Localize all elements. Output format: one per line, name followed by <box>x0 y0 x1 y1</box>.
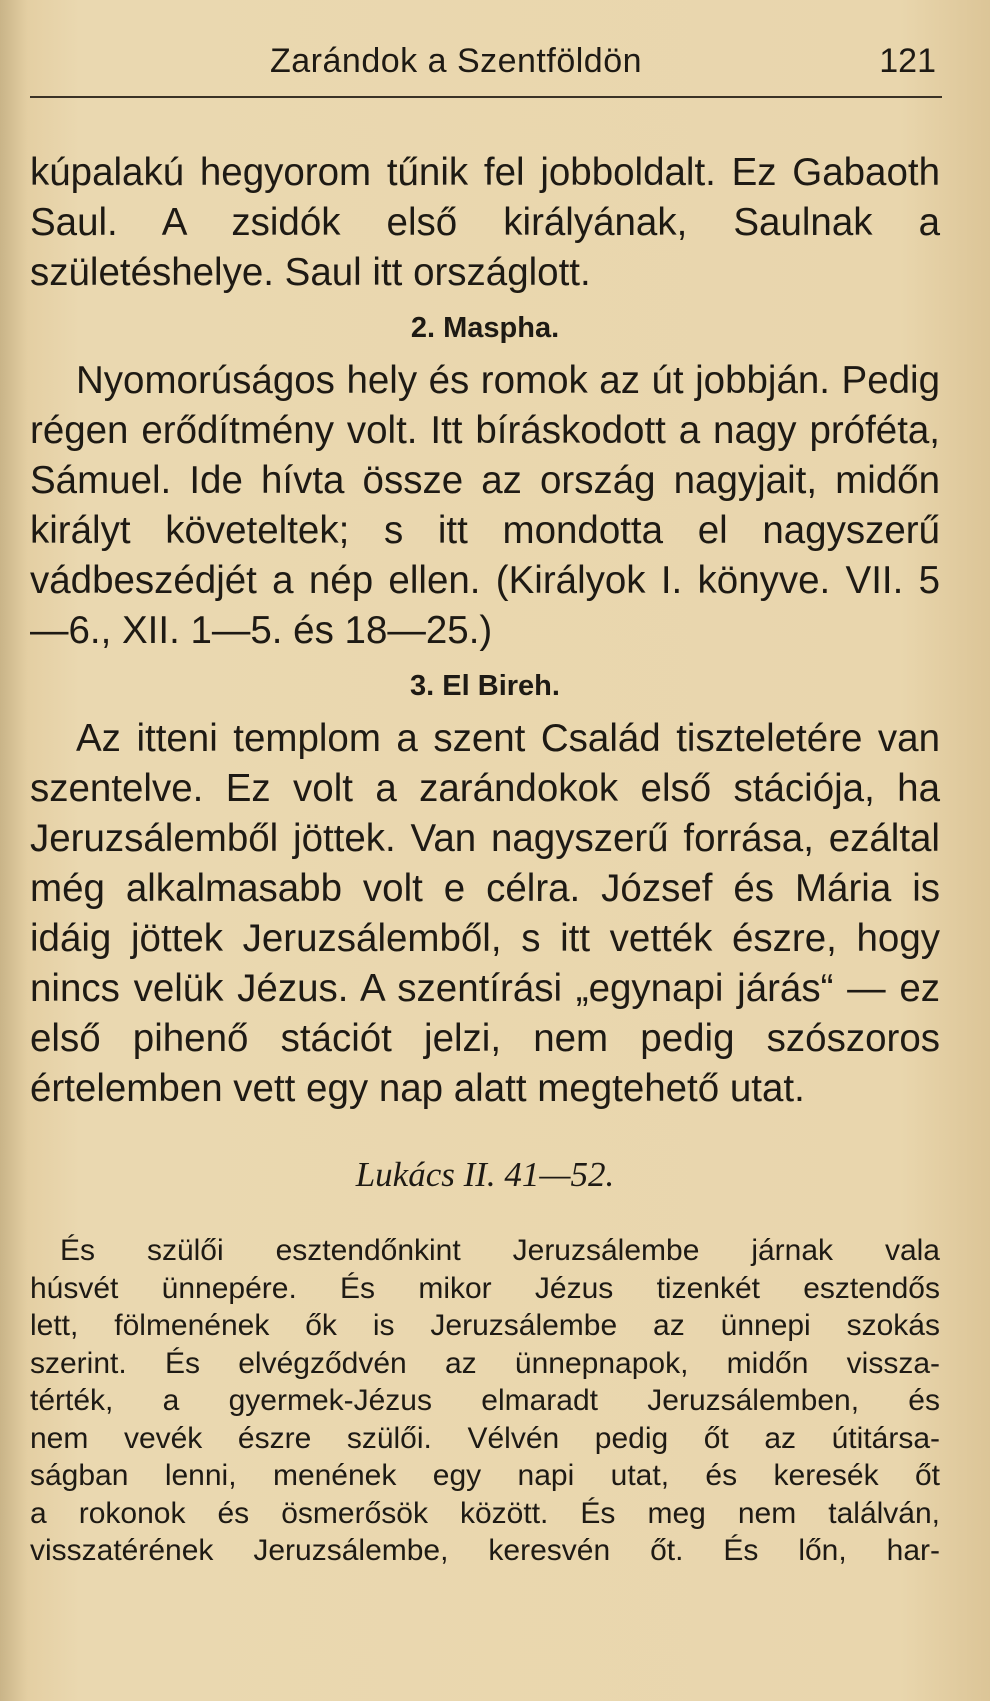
quote-line: lett, fölmenének ők is Jeruzsálembe az ünnepi szokás <box>30 1309 940 1342</box>
quote-line: húsvét ünnepére. És mikor Jézus tizenkét esztendős <box>30 1271 940 1305</box>
section-heading-maspha: 2. Maspha. <box>410 312 560 344</box>
scripture-reference: Lukács II. 41—52. <box>355 1155 615 1194</box>
quote-line: szerint. És elvégződvén az ünnepnapok, midőn vissza- <box>30 1346 940 1380</box>
scripture-quote <box>30 1232 940 1570</box>
header-rule <box>30 96 942 98</box>
paragraph-el-bireh: Az itteni templom a szent Család tiszteletére van szentelve. Ez volt a zarándokok első stációja, ha Jeruzsálemből jöttek. Van nagyszerű forrása, ezáltal még alkalmasabb volt e célra. József és Mária is idáig jöttek Jeruzsálemből, s itt vették észre, hogy nincs velük Jézus. A szentírási „egynapi járás“ — ez első pihenő stációt jelzi, nem pedig szószoros értelemben vett egy nap alatt megtehető utat. <box>30 717 940 1110</box>
section-heading-el-bireh: 3. El Bireh. <box>410 670 560 702</box>
paragraph-maspha: Nyomorúságos hely és romok az út jobbján. Pedig régen erődítmény volt. Itt bíráskodott a nagy próféta, Sámuel. Ide hívta össze az ország nagyjait, midőn királyt követeltek; s itt mondotta el nagyszerű vádbeszédjét a nép ellen. (Királyok I. könyve. VII. 5—6., XII. 1—5. és 18—25.) <box>30 359 940 652</box>
paragraph-intro: kúpalakú hegyorom tűnik fel jobboldalt. Ez Gabaoth Saul. A zsidók első királyának, Saulnak a születéshelye. Saul itt országlott. <box>30 151 940 294</box>
quote-line: nem vevék észre szülői. Vélvén pedig őt az útitársa- <box>30 1421 940 1455</box>
quote-line: a rokonok és ösmerősök között. És meg nem találván, <box>30 1496 940 1530</box>
quote-line: visszatérének Jeruzsálembe, keresvén őt. És lőn, har- <box>30 1534 940 1567</box>
page-body <box>30 148 940 1570</box>
running-title: Zarándok a Szentföldön <box>270 42 643 80</box>
page-number: 121 <box>879 42 936 80</box>
quote-line: ságban lenni, menének egy napi utat, és keresék őt <box>30 1459 940 1492</box>
quote-line: És szülői esztendőnkint Jeruzsálembe járnak vala <box>60 1234 940 1267</box>
running-header <box>270 36 936 86</box>
quote-line: térték, a gyermek-Jézus elmaradt Jeruzsálemben, és <box>30 1384 940 1417</box>
